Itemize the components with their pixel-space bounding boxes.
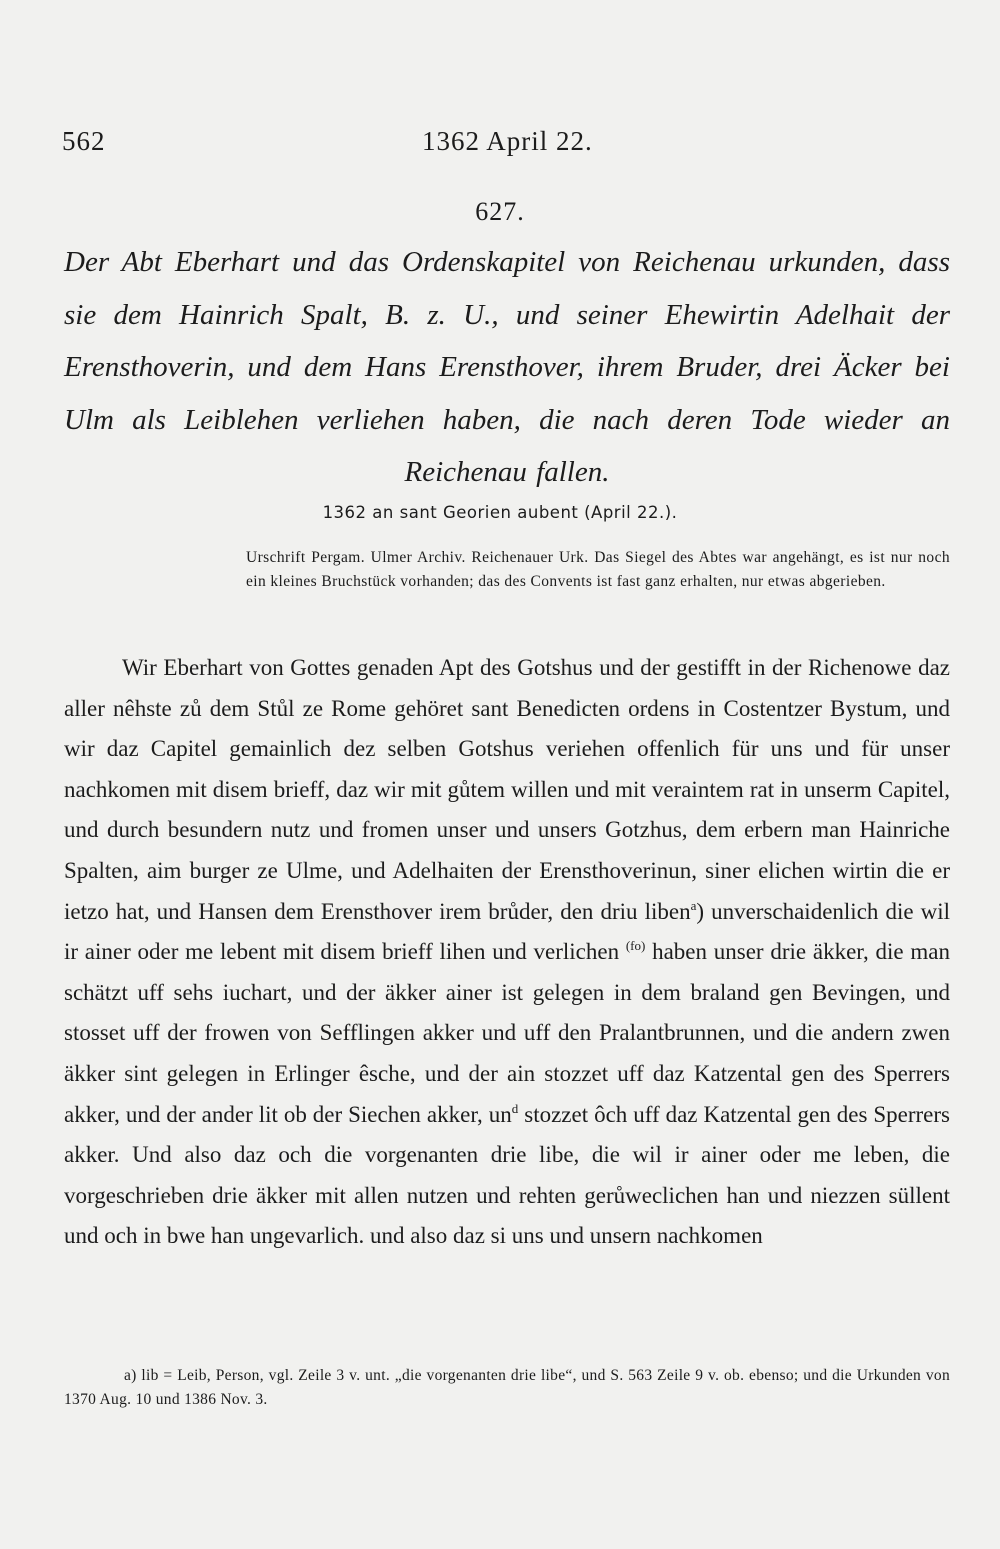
footnote-marker-d: d: [511, 1100, 519, 1116]
page-number: 562: [62, 126, 106, 156]
body-text-part-3: haben unser drie äkker, die man schätzt uff sehs iuchart, und der äkker ainer ist gelegen in dem braland gen Bevingen, und stosset uff der frowen von Sefflingen akker und uff den Pralantbrunnen, und die andern zwen äkker sint gelegen in Erlinger êsche, und der ain stozzet uff daz Katzental gen des Sperrers akker, und der ander lit ob der Siechen akker, un: [64, 939, 950, 1127]
document-number: 627.: [475, 197, 525, 226]
source-note: Urschrift Pergam. Ulmer Archiv. Reichenauer Urk. Das Siegel des Abtes war angehängt, es ist nur noch ein kleines Bruchstück vorhanden; das des Convents ist fast ganz erhalten, nur etwas abgerieben.: [246, 549, 950, 590]
body-text-part-1: Wir Eberhart von Gottes genaden Apt des Gotshus und der gestifft in der Richenowe daz aller nêhste zů dem Stůl ze Rome gehöret sant Benedicten ordens in Costentzer Bystum, und wir daz Capitel gemainlich dez selben Gotshus veriehen offenlich für uns und für unser nachkomen mit disem brieff, daz wir mit gůtem willen und mit veraintem rat in unserm Capitel, und durch besundern nutz und fromen unser und unsers Gotzhus, dem erbern man Hainriche Spalten, aim burger ze Ulme, und Adelhaiten der Erensthoverinun, siner elichen wirtin die er ietzo hat, und Hansen dem Erensthover irem brůder, den driu liben: [64, 655, 950, 924]
marginal-mark-fo: (fo): [625, 938, 646, 954]
footnote-a: a) lib = Leib, Person, vgl. Zeile 3 v. unt. „die vorgenanten drie libe“, und S. 563 Zeile 9 v. ob. ebenso; und die Urkunden von 1370 Aug. 10 und 1386 Nov. 3.: [64, 1367, 950, 1408]
document-body: [64, 648, 950, 1257]
dateline: 1362 an sant Georien aubent (April 22.).: [322, 503, 678, 522]
running-title: 1362 April 22.: [422, 126, 593, 156]
document-heading: Der Abt Eberhart und das Ordenskapitel von Reichenau urkunden, dass sie dem Hainrich Spalt, B. z. U., und seiner Ehewirtin Adelhait der Erensthoverin, und dem Hans Erensthover, ihrem Bruder, drei Äcker bei Ulm als Leiblehen verliehen haben, die nach deren Tode wieder an Reichenau fallen.: [64, 246, 950, 488]
body-text-part-2: ) unverschaidenlich die wil ir ainer oder me lebent mit disem brieff lihen und verlichen: [64, 898, 950, 965]
footnotes: [64, 1364, 950, 1412]
body-text-part-4: stozzet ôch uff daz Katzental gen des Sperrers akker. Und also daz och die vorgenanten drie libe, die wil ir ainer oder me leben, die vorgeschrieben drie äkker mit allen nutzen und rehten gerůweclichen han und niezzen süllent und och in bwe han ungevarlich. und also daz si uns und unsern nachkomen: [64, 1101, 950, 1249]
running-head: [0, 126, 1000, 166]
footnote-marker-a: a: [690, 897, 697, 913]
